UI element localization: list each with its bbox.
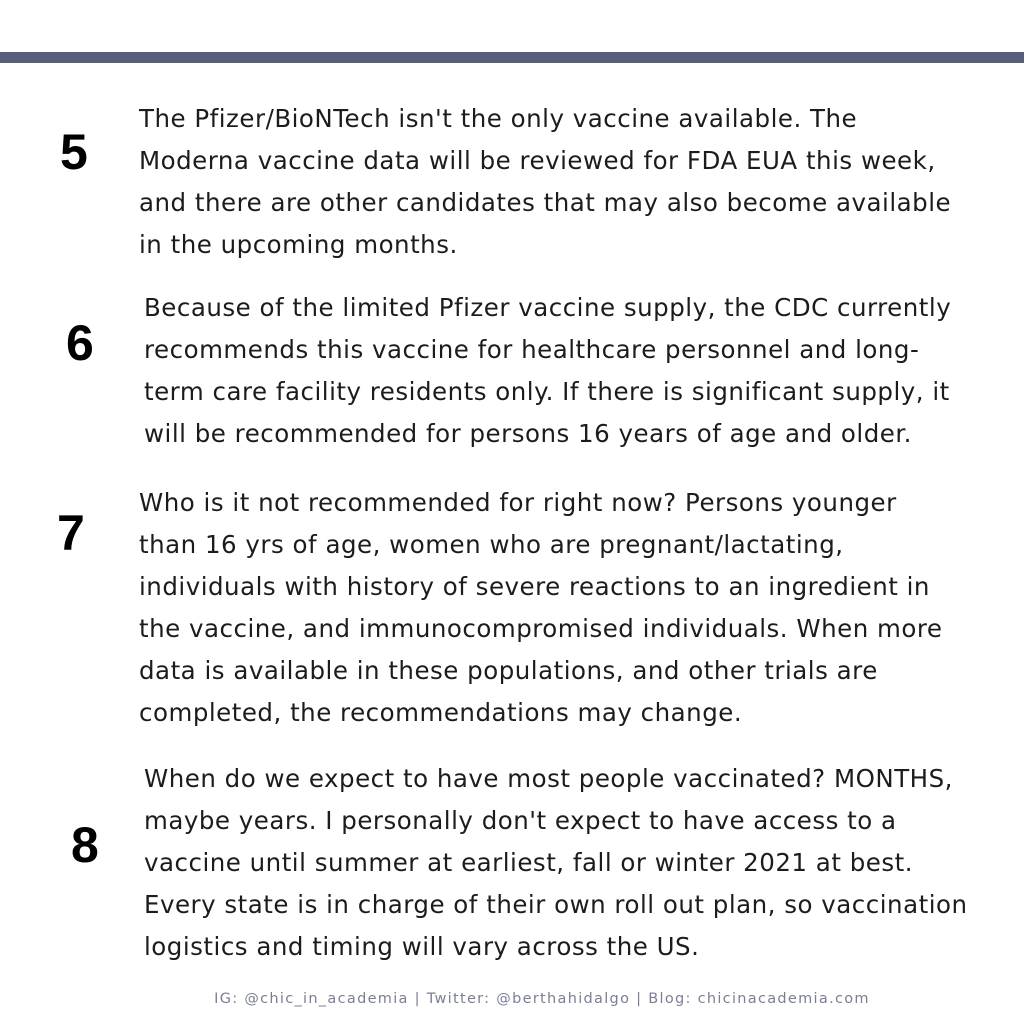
text-line: individuals with history of severe reactions to an ingredient in <box>139 572 930 601</box>
text-line: Who is it not recommended for right now? Persons younger <box>139 488 897 517</box>
top-divider-bar <box>0 52 1024 63</box>
item-number: 7 <box>57 505 85 561</box>
text-line: vaccine until summer at earliest, fall or winter 2021 at best. <box>144 848 914 877</box>
item-number: 6 <box>66 315 94 371</box>
item-text <box>139 98 1019 266</box>
text-line: logistics and timing will vary across the US. <box>144 932 700 961</box>
text-line: the vaccine, and immunocompromised individuals. When more <box>139 614 943 643</box>
item-text <box>139 482 1019 734</box>
item-text <box>144 758 1024 968</box>
text-line: maybe years. I personally don't expect to have access to a <box>144 806 897 835</box>
text-line: data is available in these populations, and other trials are <box>139 656 878 685</box>
text-line: Moderna vaccine data will be reviewed for FDA EUA this week, <box>139 146 936 175</box>
text-line: will be recommended for persons 16 years of age and older. <box>144 419 912 448</box>
text-line: than 16 yrs of age, women who are pregnant/lactating, <box>139 530 844 559</box>
text-line: recommends this vaccine for healthcare personnel and long- <box>144 335 920 364</box>
text-line: When do we expect to have most people vaccinated? MONTHS, <box>144 764 953 793</box>
item-number: 5 <box>60 124 88 180</box>
text-line: in the upcoming months. <box>139 230 458 259</box>
item-number: 8 <box>71 817 99 873</box>
text-line: completed, the recommendations may change. <box>139 698 743 727</box>
item-text <box>144 287 1019 455</box>
text-line: The Pfizer/BioNTech isn't the only vaccine available. The <box>139 104 858 133</box>
footer-credits: IG: @chic_in_academia | Twitter: @berthahidalgo | Blog: chicinacademia.com <box>214 991 870 1007</box>
text-line: term care facility residents only. If there is significant supply, it <box>144 377 950 406</box>
text-line: and there are other candidates that may also become available <box>139 188 952 217</box>
text-line: Because of the limited Pfizer vaccine supply, the CDC currently <box>144 293 952 322</box>
text-line: Every state is in charge of their own roll out plan, so vaccination <box>144 890 968 919</box>
